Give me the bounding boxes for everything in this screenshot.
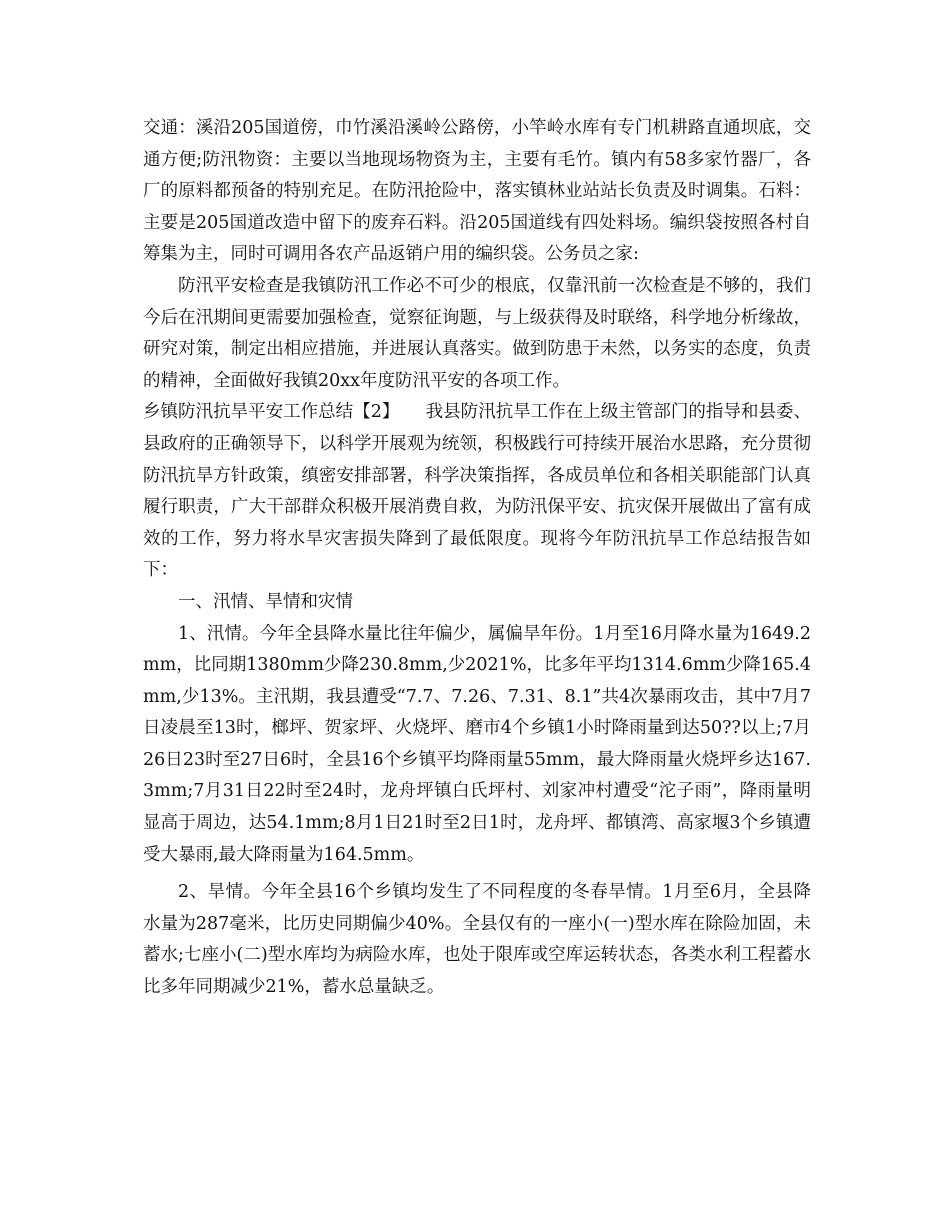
paragraph-traffic-materials: 交通：溪沿205国道傍，巾竹溪沿溪岭公路傍，小竿岭水库有专门机耕路直通坝底，交通方便;防汛物资：主要以当地现场物资为主，主要有毛竹。镇内有58多家竹器厂，各厂的原料都预备的特别充足。在防汛抢险中，落实镇林业站站长负责及时调集。石料：主要是205国道改造中留下的废弃石料。沿205国道线有四处料场。编织袋按照各村自筹集为主，同时可调用各农产品返销户用的编织袋。公务员之家: <box>143 118 811 265</box>
paragraph-safety-inspection: 防汛平安检查是我镇防汛工作必不可少的根底，仅靠汛前一次检查是不够的，我们今后在汛期间更需要加强检查，觉察征询题，与上级获得及时联络，科学地分析缘故，研究对策，制定出相应措施，并进展认真落实。做到防患于未然，以务实的态度，负责的精神，全面做好我镇20xx年度防汛平安的各项工作。 <box>143 275 811 391</box>
paragraph-drought-situation: 2、旱情。今年全县16个乡镇均发生了不同程度的冬春旱情。1月至6月，全县降水量为287毫米，比历史同期偏少40%。全县仅有的一座小(一)型水库在除险加固，未蓄水;七座小(二)型水库均为病险水库，也处于限库或空库运转状态，各类水利工程蓄水比多年同期减少21%，蓄水总量缺乏。 <box>143 882 811 998</box>
document-body <box>143 113 811 1004</box>
paragraph-flood-situation: 1、汛情。今年全县降水量比往年偏少，属偏旱年份。1月至16月降水量为1649.2mm，比同期1380mm少降230.8mm,少2021%，比多年平均1314.6mm少降165.4mm,少13%。主汛期，我县遭受“7.7、7.26、7.31、8.1”共4次暴雨攻击，其中7月7日凌晨至13时，榔坪、贺家坪、火烧坪、磨市4个乡镇1小时降雨量到达50??以上;7月26日23时至27日6时，全县16个乡镇平均降雨量55mm，最大降雨量火烧坪乡达167.3mm;7月31日22时至24时，龙舟坪镇白氏坪村、刘家冲村遭受“沱子雨”，降雨量明显高于周边，达54.1mm;8月1日21时至2日1时，龙舟坪、都镇湾、高家堰3个乡镇遭受大暴雨,最大降雨量为164.5mm。 <box>143 623 811 865</box>
paragraph-summary-2-intro: 乡镇防汛抗旱平安工作总结【2】 我县防汛抗旱工作在上级主管部门的指导和县委、县政府的正确领导下，以科学开展观为统领，积极践行可持续开展治水思路，充分贯彻防汛抗旱方针政策，缜密安排部署，科学决策指挥，各成员单位和各相关职能部门认真履行职责，广大干部群众积极开展消费自救，为防汛保平安、抗灾保开展做出了富有成效的工作，努力将水旱灾害损失降到了最低限度。现将今年防汛抗旱工作总结报告如下： <box>143 402 811 581</box>
section-heading-flood-drought-disaster: 一、汛情、旱情和灾情 <box>178 591 353 612</box>
